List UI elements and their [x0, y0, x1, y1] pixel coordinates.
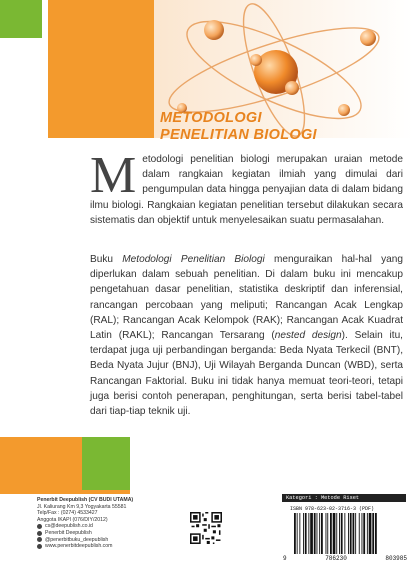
title-line-2: PENELITIAN BIOLOGI	[160, 127, 317, 143]
publisher-instagram-row	[37, 537, 177, 544]
book-title	[160, 110, 400, 144]
p2-text-c: ). Selain itu, terdapat juga uji perbandingan berganda: Beda Nyata Terkecil (BNT), Beda Nyata Jujur (BNJ), Uji Wilayah Berganda Duncan (WBD), serta Rancangan Faktorial. Buku ini tidak hanya memuat teori-teori, tetapi juga berisi contoh penerapan, penghitungan, serta berisi tabel-tabel dari tiap-tiap teknik uji.	[90, 330, 403, 418]
top-green-block	[0, 0, 42, 38]
p2-nested-design: nested design	[274, 330, 342, 342]
description-paragraph-2	[90, 252, 403, 419]
isbn-barcode-icon	[292, 513, 404, 554]
publisher-facebook-row	[37, 530, 177, 537]
publisher-info	[37, 497, 177, 550]
instagram-icon	[37, 537, 42, 542]
barcode-digit-group-1: 9	[283, 555, 287, 562]
publisher-website: www.penerbitdeepublish.com	[45, 543, 113, 550]
p2-book-title: Metodologi Penelitian Biologi	[122, 254, 265, 265]
paragraph-1-text: etodologi penelitian biologi merupakan uraian metode dalam rangkaian kegiatan ilmiah yang dimulai dari pengumpulan data hingga penyajian data di dalam bidang ilmu biologi. Rangkaian kegiatan penelitian tersebut dilakukan secara sistematis dan objektif untuk menyelesaikan suatu permasalahan.	[90, 154, 403, 226]
title-line-1: METODOLOGI	[160, 110, 262, 126]
p2-text-a: Buku	[90, 254, 123, 265]
facebook-icon	[37, 531, 42, 536]
publisher-address: Jl. Kaliurang Km 9,3 Yogyakarta 55581	[37, 503, 127, 510]
publisher-ikapi: Anggota IKAPI (076/DIY/2012)	[37, 516, 108, 523]
bottom-green-block	[82, 437, 130, 490]
p2-text-b: menguraikan hal-hal yang diperlukan dalam sebuah penelitian. Di dalam buku ini mencakup pengetahuan dasar penelitian, statistika deskriptif dan inferensial, rancangan percobaan yang meliputi; Rancangan Acak Lengkap (RAL); Rancangan Acak Kelompok (RAK); Rancangan Acak Kuadrat Latin (RAKL); Rancangan Tersarang (	[90, 254, 404, 342]
publisher-name: Penerbit Deepublish (CV BUDI UTAMA)	[37, 497, 134, 503]
email-icon	[37, 524, 42, 529]
publisher-instagram: @penerbitbuku_deepublish	[45, 536, 109, 543]
barcode-digit-group-2: 786230	[325, 555, 347, 562]
globe-icon	[37, 544, 42, 549]
publisher-email: cs@deepublish.co.id	[45, 523, 93, 530]
publisher-email-row	[37, 523, 177, 530]
qr-code-icon	[190, 512, 222, 544]
publisher-website-row	[37, 543, 177, 550]
publisher-phone: Telp/Fax : (0274) 4533427	[37, 510, 98, 517]
drop-cap: M	[90, 147, 137, 204]
barcode-digits	[283, 555, 407, 562]
category-label: Kategori : Metode Riset	[282, 494, 406, 502]
isbn-text: ISBN 978-623-02-3716-3 (PDF)	[290, 506, 375, 512]
top-orange-block	[48, 0, 154, 138]
publisher-facebook: Penerbit Deepublish	[45, 529, 92, 536]
barcode-digit-group-3: 803985	[385, 555, 407, 562]
description-paragraph-1	[90, 147, 403, 228]
